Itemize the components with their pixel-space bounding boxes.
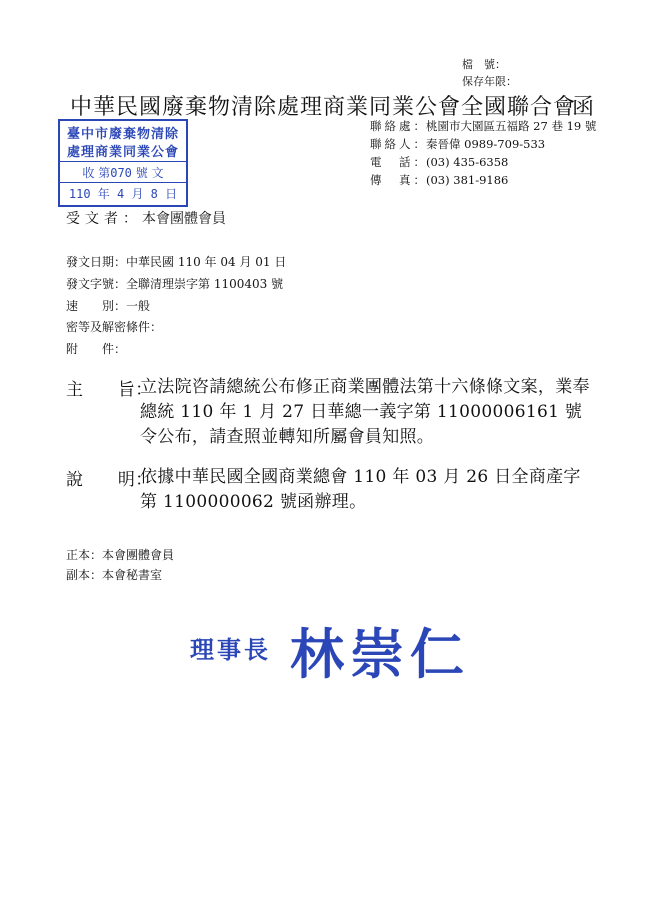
explanation-text: 依據中華民國全國商業總會 110 年 03 月 26 日全商產字第 1100000062 號函辦理。: [140, 467, 581, 512]
delivery-speed-value: 一般: [126, 299, 151, 313]
issue-date-row: [66, 253, 286, 270]
chairman-signature: 林崇仁: [290, 622, 470, 686]
contact-fax-row: [370, 172, 508, 188]
copy-recipient: 副本：本會秘書室: [66, 568, 163, 582]
recipient-value: 本會團體會員: [142, 211, 226, 227]
receipt-stamp: [58, 119, 188, 207]
stamp-divider: [60, 182, 186, 183]
subject-text: 立法院咨請總統公布修正商業團體法第十六條條文案，業奉總統 110 年 1 月 27 日華總一義字第 11000006161 號令公布，請查照並轉知所屬會員知照。: [140, 377, 590, 447]
contact-phone-label: 電 話：: [370, 155, 428, 169]
stamp-receipt-number-row: [60, 164, 186, 181]
stamp-divider: [60, 161, 186, 162]
contact-phone-value: (03) 435-6358: [426, 155, 509, 169]
stamp-receipt-prefix: 收: [82, 166, 95, 180]
issue-date-value: 中華民國 110 年 04 月 01 日: [126, 255, 287, 269]
document-number-value: 全聯清理崇字第 1100403 號: [126, 277, 284, 291]
stamp-org-line-1: 臺中市廢棄物清除: [66, 127, 179, 142]
organization-title: 中華民國廢棄物清除處理商業同業公會全國聯合會: [70, 95, 577, 120]
archive-number-label: 檔 號：: [462, 58, 506, 71]
contact-phone-row: [370, 154, 508, 170]
stamp-receipt-date: 110 年 4 月 8 日: [68, 187, 178, 201]
recipient-label: 受文者：: [66, 211, 142, 227]
stamp-receipt-kind: 文: [151, 166, 164, 180]
recipient-row: [66, 208, 226, 228]
contact-fax-value: (03) 381-9186: [426, 173, 509, 187]
attachment-label: 附 件：: [66, 342, 127, 356]
main-recipient: 正本：本會團體會員: [66, 548, 175, 562]
stamp-org-line-2: 處理商業同業公會: [66, 145, 179, 160]
document-number-row: [66, 275, 283, 292]
subject-label: 主 旨：: [66, 380, 153, 400]
retention-period-label: 保存年限：: [462, 75, 517, 88]
classification-label: 密等及解密條件：: [66, 320, 163, 334]
explanation-label: 說 明：: [66, 470, 153, 490]
document-type: 函: [572, 95, 595, 120]
attachment-row: [66, 340, 126, 357]
contact-address-label: 聯絡處：: [370, 119, 428, 133]
contact-address-value: 桃園市大園區五福路 27 巷 19 號: [426, 119, 597, 133]
contact-person-label: 聯絡人：: [370, 137, 428, 151]
document-number-label: 發文字號：: [66, 277, 127, 291]
delivery-speed-row: [66, 297, 150, 314]
chairman-title: 理事長: [190, 635, 271, 664]
delivery-speed-label: 速 別：: [66, 299, 127, 313]
contact-person-row: [370, 136, 545, 152]
issue-date-label: 發文日期：: [66, 255, 127, 269]
contact-address-row: [370, 118, 596, 134]
stamp-receipt-number: 第070: [98, 166, 132, 180]
contact-person-value: 秦晉偉 0989-709-533: [426, 137, 546, 151]
classification-row: [66, 318, 162, 335]
stamp-receipt-suffix: 號: [135, 166, 148, 180]
contact-fax-label: 傳 真：: [370, 173, 428, 187]
